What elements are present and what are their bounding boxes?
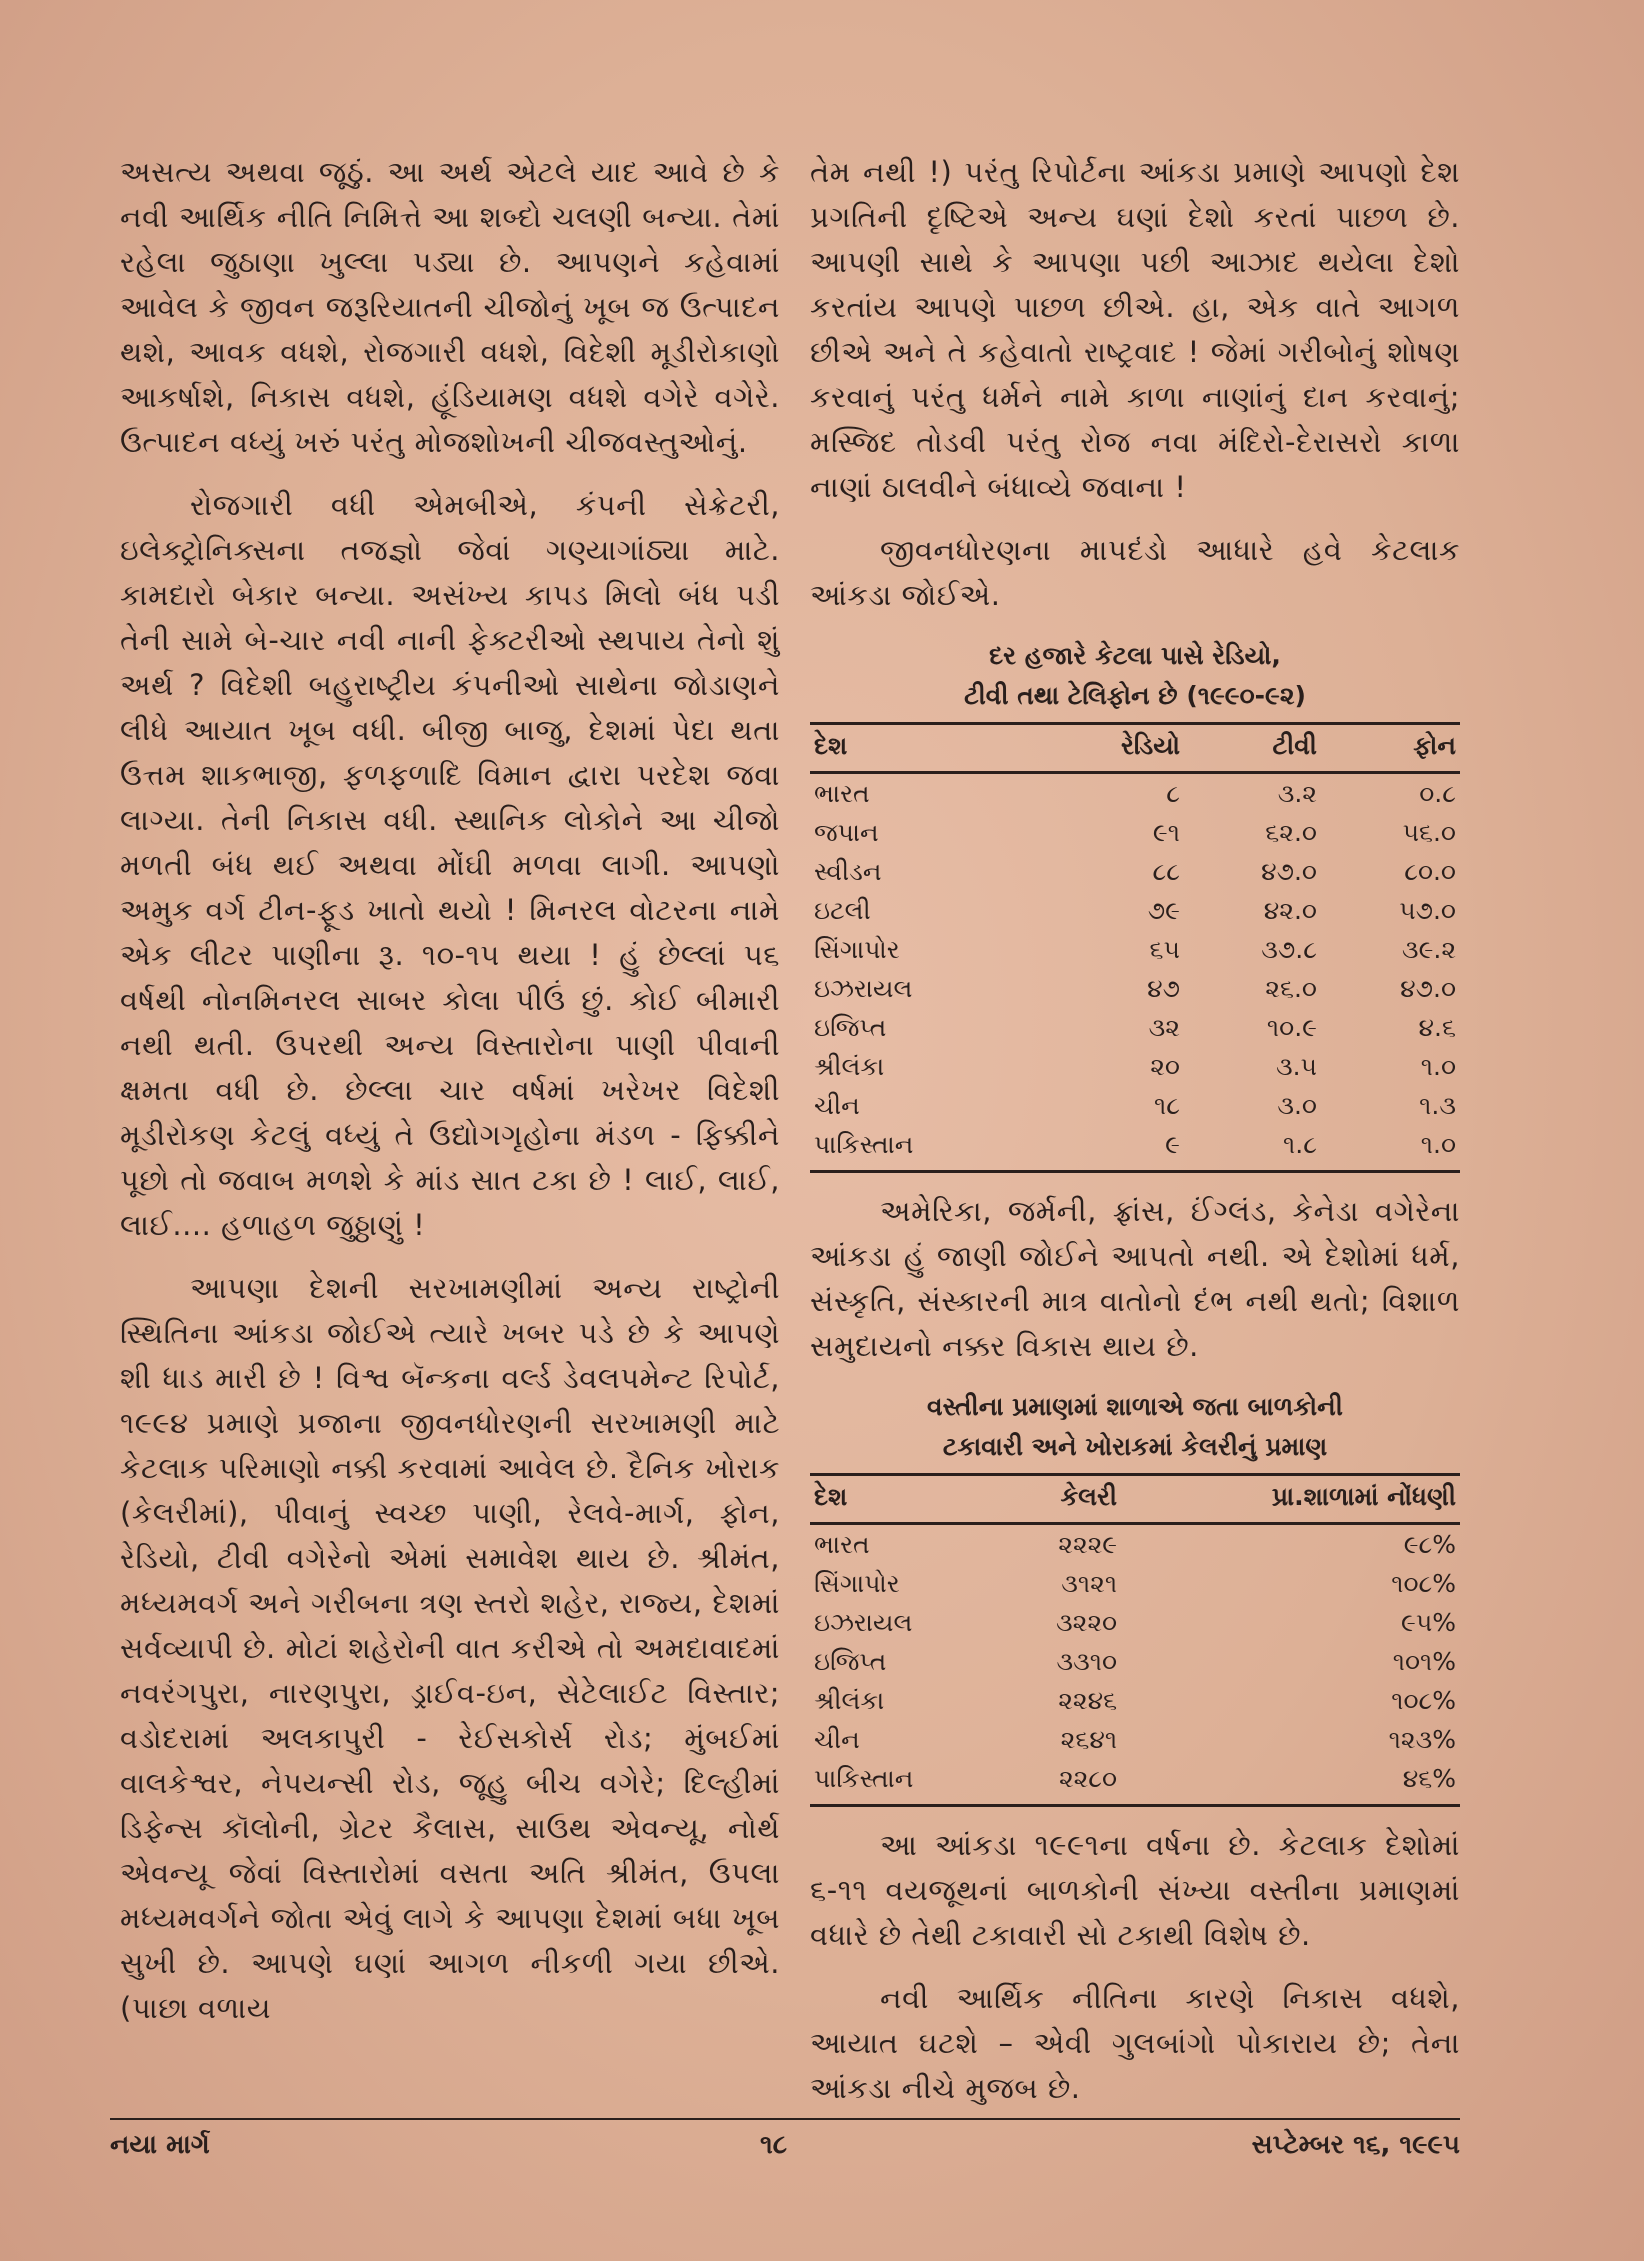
issue-date: સપ્ટેમ્બર ૧૬, ૧૯૯૫	[1251, 2130, 1460, 2160]
paragraph: નવી આર્થિક નીતિના કારણે નિકાસ વધશે, આયાત ઘટશે – એવી ગુલબાંગો પોકારાય છે; તેના આંકડા નીચે મુજબ છે.	[810, 1981, 1460, 2105]
table-cell: ૫૬.૦	[1402, 817, 1456, 847]
table-cell: ૩૨	[1148, 1012, 1180, 1042]
table-title	[810, 636, 1460, 716]
table-cell: ૯૧	[1152, 817, 1180, 847]
table-cell: ઇટલી	[814, 895, 871, 925]
table-cell: ૨૨૪૬	[1058, 1685, 1118, 1715]
column-header: કેલરી	[999, 1475, 1121, 1524]
table-cell: ૪.૬	[1418, 1012, 1456, 1042]
table-cell: ૮૦.૦	[1404, 856, 1456, 886]
table-cell: ઇઝરાયલ	[814, 973, 913, 1003]
table-cell: ઇઝરાયલ	[814, 1607, 913, 1637]
column-header: ફોન	[1321, 724, 1460, 773]
table-cell: સિંગાપોર	[814, 934, 900, 964]
table-cell: ૩.૦	[1277, 1090, 1317, 1120]
page-number: ૧૮	[760, 2130, 788, 2160]
table-row	[810, 1759, 1460, 1806]
table-cell: સ્વીડન	[814, 856, 882, 886]
table-cell: પાકિસ્તાન	[810, 1125, 1040, 1172]
table-header-row	[810, 724, 1460, 773]
table-cell: શ્રીલંકા	[814, 1685, 885, 1715]
table-row	[810, 1524, 1460, 1565]
table-cell: જપાન	[814, 817, 879, 847]
table-title-line: ટીવી તથા ટેલિફોન છે (૧૯૯૦-૯૨)	[964, 681, 1306, 710]
table-cell: ૭૯	[1147, 895, 1180, 925]
table-row	[810, 1681, 1460, 1720]
table-cell: ૧૨૩%	[1388, 1724, 1456, 1754]
table-cell: ૩૭.૮	[1261, 934, 1317, 964]
table-cell: ૮	[1166, 778, 1180, 808]
table-cell: ૩.૨	[1277, 778, 1317, 808]
table-cell: ૧.૦	[1321, 1125, 1460, 1172]
table-cell: ૨૬.૦	[1265, 973, 1317, 1003]
table-row	[810, 1720, 1460, 1759]
table-cell: ૦.૮	[1419, 778, 1456, 808]
table-title-line: વસ્તીના પ્રમાણમાં શાળાએ જતા બાળકોની	[927, 1392, 1343, 1421]
table-title-line: ટકાવારી અને ખોરાકમાં કેલરીનું પ્રમાણ	[942, 1432, 1328, 1461]
table-cell: ૨૨૨૯	[1058, 1529, 1118, 1559]
paragraph: જીવનધોરણના માપદંડો આધારે હવે કેટલાક આંકડા જોઈએ.	[810, 533, 1460, 612]
calorie-school-table	[810, 1473, 1460, 1807]
column-header: ટીવી	[1184, 724, 1321, 773]
page-footer	[110, 2118, 1460, 2164]
table-cell: ૧.૮	[1184, 1125, 1321, 1172]
column-header: રેડિયો	[1040, 724, 1184, 773]
table-cell: ૩૧૨૧	[1061, 1568, 1118, 1598]
paragraph: આપણા દેશની સરખામણીમાં અન્ય રાષ્ટ્રોની સ્થિતિના આંકડા જોઈએ ત્યારે ખબર પડે છે કે આપણે શી ધાડ મારી છે ! વિશ્વ બૅન્કના વર્લ્ડ ડેવલપમેન્ટ રિપોર્ટ, ૧૯૯૪ પ્રમાણે પ્રજાના જીવનધોરણની સરખામણી માટે કેટલાક પરિમાણો નક્કી કરવામાં આવેલ છે. દૈનિક ખોરાક (કેલરીમાં), પીવાનું સ્વચ્છ પાણી, રેલવે-માર્ગ, ફોન, રેડિયો, ટીવી વગેરેનો એમાં સમાવેશ થાય છે. શ્રીમંત, મધ્યમવર્ગ અને ગરીબના ત્રણ સ્તરો શહેર, રાજ્ય, દેશમાં સર્વવ્યાપી છે. મોટાં શહેરોની વાત કરીએ તો અમદાવાદમાં નવરંગપુરા, નારણપુરા, ડ્રાઈવ-ઇન, સેટેલાઈટ વિસ્તાર; વડોદરામાં અલકાપુરી - રેઈસકોર્સ રોડ; મુંબઈમાં વાલકેશ્વર, નેપયન્સી રોડ, જૂહુ બીચ વગેરે; દિલ્હીમાં ડિફેન્સ કૉલોની, ગ્રેટર કૈલાસ, સાઉથ એવન્યૂ, નોર્થ એવન્યૂ જેવાં વિસ્તારોમાં વસતા અતિ શ્રીમંત, ઉપલા મધ્યમવર્ગને જોતા એવું લાગે કે આપણા દેશમાં બધા ખૂબ સુખી છે. આપણે ઘણાં આગળ નીકળી ગયા છીએ. (પાછા વળાય	[120, 1271, 780, 2025]
table-cell: ૪૭	[1147, 973, 1180, 1003]
table-row	[810, 1008, 1460, 1047]
table-row	[810, 969, 1460, 1008]
table-cell: ૪૨.૦	[1263, 895, 1317, 925]
paragraph: તેમ નથી !) પરંતુ રિપોર્ટના આંકડા પ્રમાણે આપણો દેશ પ્રગતિની દૃષ્ટિએ અન્ય ઘણાં દેશો કરતાં પાછળ છે. આપણી સાથે કે આપણા પછી આઝાદ થયેલા દેશો કરતાંય આપણે પાછળ છીએ. હા, એક વાતે આગળ છીએ અને તે કહેવાતો રાષ્ટ્રવાદ ! જેમાં ગરીબોનું શોષણ કરવાનું પરંતુ ધર્મને નામે કાળા નાણાંનું દાન કરવાનું; મસ્જિદ તોડવી પરંતુ રોજ નવા મંદિરો-દેરાસરો કાળા નાણાં ઠાલવીને બંધાવ્યે જવાના !	[810, 155, 1460, 504]
table-cell: ૧૦.૯	[1266, 1012, 1317, 1042]
table-cell: ચીન	[814, 1090, 860, 1120]
media-table	[810, 722, 1460, 1173]
table-cell: ૯૫%	[1401, 1607, 1456, 1637]
table-cell: ૫૭.૦	[1399, 895, 1456, 925]
table-cell: શ્રીલંકા	[814, 1051, 885, 1081]
table-header-row	[810, 1475, 1460, 1524]
paragraph: આ આંકડા ૧૯૯૧ના વર્ષના છે. કેટલાક દેશોમાં ૬-૧૧ વયજૂથનાં બાળકોની સંખ્યા વસ્તીના પ્રમાણમાં વધારે છે તેથી ટકાવારી સો ટકાથી વિશેષ છે.	[810, 1828, 1460, 1952]
table-cell: ૪૭.૦	[1261, 856, 1317, 886]
paragraph: રોજગારી વધી એમબીએ, કંપની સેક્રેટરી, ઇલેક્ટ્રોનિક્સના તજજ્ઞો જેવાં ગણ્યાગાંઠ્યા માટે. કામદારો બેકાર બન્યા. અસંખ્ય કાપડ મિલો બંધ પડી તેની સામે બે-ચાર નવી નાની ફેક્ટરીઓ સ્થપાય તેનો શું અર્થ ? વિદેશી બહુરાષ્ટ્રીય કંપનીઓ સાથેના જોડાણને લીધે આયાત ખૂબ વધી. બીજી બાજુ, દેશમાં પેદા થતા ઉત્તમ શાકભાજી, ફળફળાદિ વિમાન દ્વારા પરદેશ જવા લાગ્યા. તેની નિકાસ વધી. સ્થાનિક લોકોને આ ચીજો મળતી બંધ થઈ અથવા મોંઘી મળવા લાગી. આપણો અમુક વર્ગ ટીન-ફૂડ ખાતો થયો ! મિનરલ વોટરના નામે એક લીટર પાણીના રૂ. ૧૦-૧૫ થયા ! હું છેલ્લાં ૫૬ વર્ષથી નોનમિનરલ સાબર કોલા પીઉં છું. કોઈ બીમારી નથી થતી. ઉપરથી અન્ય વિસ્તારોના પાણી પીવાની ક્ષમતા વધી છે. છેલ્લા ચાર વર્ષમાં ખરેખર વિદેશી મૂડીરોકણ કેટલું વધ્યું તે ઉદ્યોગગૃહોના મંડળ - ફિક્કીને પૂછો તો જવાબ મળશે કે માંડ સાત ટકા છે ! લાઈ, લાઈ, લાઈ.... હળાહળ જુઠ્ઠાણું !	[120, 488, 780, 1242]
table-cell: ૬૫	[1149, 934, 1180, 964]
table-cell: ૯	[1040, 1125, 1184, 1172]
publication-name: નયા માર્ગ	[110, 2130, 210, 2160]
table-cell: ભારત	[814, 778, 870, 808]
column-header: દેશ	[810, 724, 1040, 773]
table-row	[810, 891, 1460, 930]
table-cell: ૧૦૮%	[1391, 1568, 1456, 1598]
table-row	[810, 773, 1460, 814]
table-cell: ૨૨૮૦	[999, 1759, 1121, 1806]
table-cell: ૩૩૧૦	[1056, 1646, 1118, 1676]
table-cell: ૩૨૨૦	[1056, 1607, 1118, 1637]
table-row	[810, 852, 1460, 891]
table-cell: ૧૦૧%	[1392, 1646, 1456, 1676]
table-title-line: દર હજારે કેટલા પાસે રેડિયો,	[989, 641, 1281, 670]
table-cell: ઇજિપ્ત	[814, 1646, 887, 1676]
left-column	[120, 150, 780, 2049]
table-cell: ભારત	[814, 1529, 870, 1559]
table-cell: ૩.૫	[1275, 1051, 1317, 1081]
table-row	[810, 1086, 1460, 1125]
table-row	[810, 1642, 1460, 1681]
table-cell: ૧૦૮%	[1391, 1685, 1456, 1715]
table-cell: ૬૨.૦	[1265, 817, 1317, 847]
table-title	[810, 1387, 1460, 1467]
table-row	[810, 1125, 1460, 1172]
table-row	[810, 1564, 1460, 1603]
table-cell: ચીન	[814, 1724, 860, 1754]
table-cell: ૧.૦	[1420, 1051, 1456, 1081]
table-cell: ૧.૩	[1419, 1090, 1456, 1120]
table-body	[810, 1524, 1460, 1806]
table-row	[810, 1603, 1460, 1642]
table-cell: ૪૬%	[1121, 1759, 1460, 1806]
table-cell: ૮૮	[1152, 856, 1180, 886]
right-column	[810, 150, 1460, 2129]
paragraph: અસત્ય અથવા જૂઠું. આ અર્થ એટલે યાદ આવે છે કે નવી આર્થિક નીતિ નિમિત્તે આ શબ્દો ચલણી બન્યા. તેમાં રહેલા જુઠાણા ખુલ્લા પડ્યા છે. આપણને કહેવામાં આવેલ કે જીવન જરૂરિયાતની ચીજોનું ખૂબ જ ઉત્પાદન થશે, આવક વધશે, રોજગારી વધશે, વિદેશી મૂડીરોકાણો આકર્ષાશે, નિકાસ વધશે, હૂંડિયામણ વધશે વગેરે વગેરે. ઉત્પાદન વધ્યું ખરું પરંતુ મોજશોખની ચીજવસ્તુઓનું.	[120, 155, 780, 459]
table-row	[810, 930, 1460, 969]
table-cell: ૨૦	[1150, 1051, 1180, 1081]
table-cell: ૨૬૪૧	[1060, 1724, 1118, 1754]
table-cell: ઇજિપ્ત	[814, 1012, 887, 1042]
table-cell: ૯૮%	[1403, 1529, 1456, 1559]
table-cell: પાકિસ્તાન	[810, 1759, 999, 1806]
table-cell: સિંગાપોર	[814, 1568, 900, 1598]
column-header: પ્રા.શાળામાં નોંધણી	[1121, 1475, 1460, 1524]
table-body	[810, 773, 1460, 1172]
table-row	[810, 813, 1460, 852]
column-header: દેશ	[810, 1475, 999, 1524]
table-cell: ૩૯.૨	[1401, 934, 1456, 964]
table-cell: ૪૭.૦	[1400, 973, 1456, 1003]
paragraph: અમેરિકા, જર્મની, ફ્રાંસ, ઈંગ્લંડ, કેનેડા વગેરેના આંકડા હું જાણી જોઈને આપતો નથી. એ દેશોમાં ધર્મ, સંસ્કૃતિ, સંસ્કારની માત્ર વાતોનો દંભ નથી થતો; વિશાળ સમુદાયનો નક્કર વિકાસ થાય છે.	[810, 1194, 1460, 1363]
table-cell: ૧૮	[1153, 1090, 1180, 1120]
table-row	[810, 1047, 1460, 1086]
